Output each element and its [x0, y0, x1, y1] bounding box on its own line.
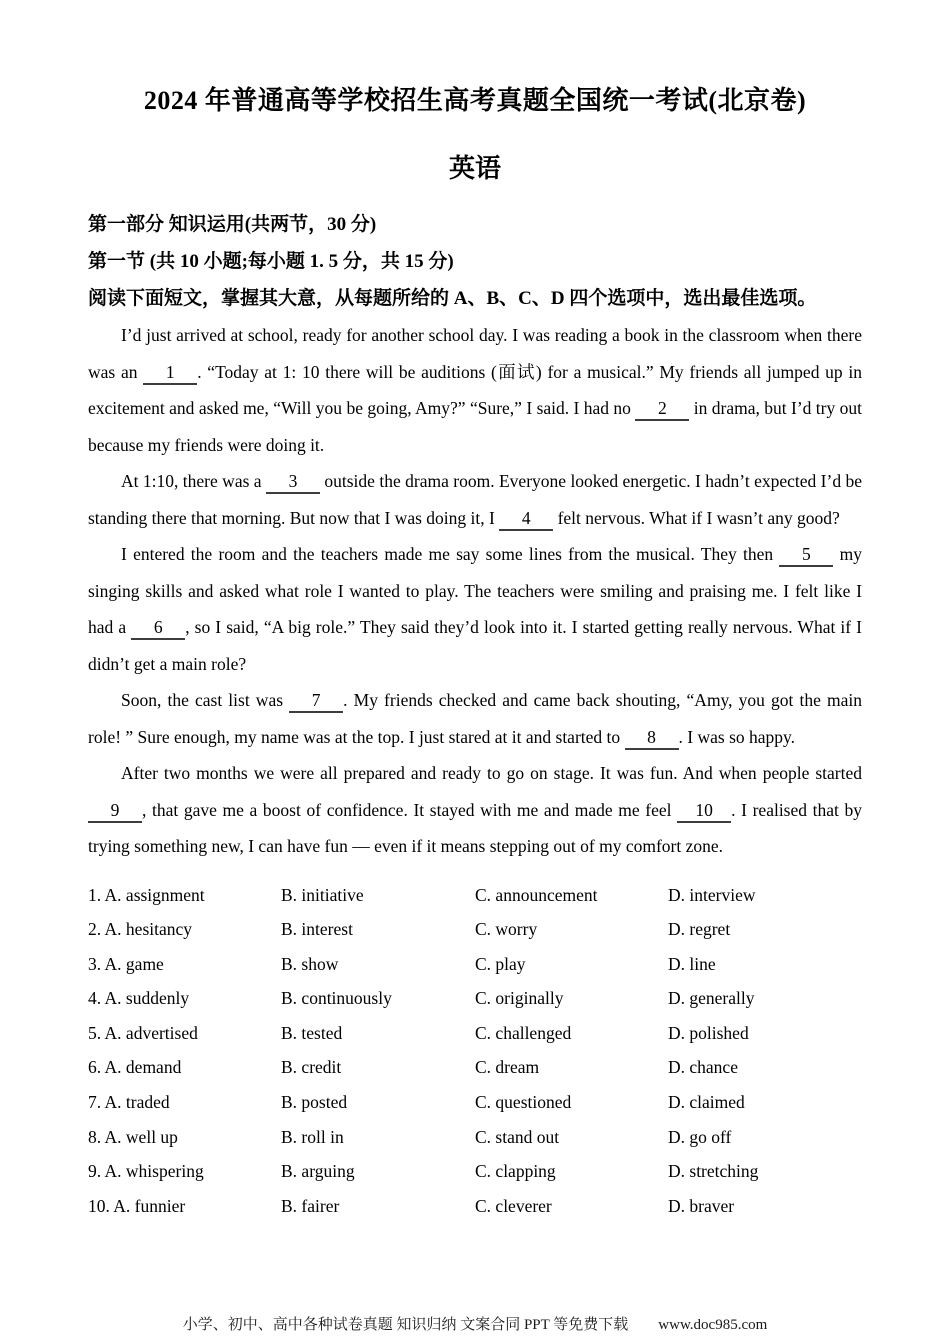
- cloze-blank-3: 3: [266, 472, 320, 494]
- cloze-blank-9: 9: [88, 801, 142, 823]
- options-list: [88, 878, 862, 1224]
- option-cell-1-b: B. initiative: [281, 884, 364, 905]
- option-cell-4-d: D. generally: [668, 988, 755, 1009]
- question-row-5: [88, 1016, 862, 1051]
- option-cell-9-a: 9. A. whispering: [88, 1161, 204, 1182]
- option-cell-1-a: 1. A. assignment: [88, 884, 205, 905]
- option-cell-9-d: D. stretching: [668, 1161, 759, 1182]
- cloze-blank-7: 7: [289, 691, 343, 713]
- passage-paragraph: After two months we were all prepared and ready to go on stage. It was fun. And when people started 9 , that gave me a boost of confidence. It stayed with me and made me feel 10 . I realised that by trying something new, I can have fun — even if it means stepping out of my comfort zone.: [88, 763, 863, 856]
- option-cell-1-c: C. announcement: [475, 884, 598, 905]
- option-cell-10-c: C. cleverer: [475, 1195, 552, 1216]
- cloze-passage: [88, 317, 862, 865]
- passage-paragraph: At 1:10, there was a 3 outside the drama room. Everyone looked energetic. I hadn’t expected I’d be standing there that morning. But now that I was doing it, I 4 felt nervous. What if I wasn’t any good?: [88, 463, 862, 536]
- option-cell-4-c: C. originally: [475, 988, 564, 1009]
- option-cell-7-b: B. posted: [281, 1092, 348, 1113]
- option-cell-8-c: C. stand out: [475, 1126, 560, 1147]
- footer-url[interactable]: www.doc985.com: [658, 1317, 768, 1333]
- part-heading: 第一部分 知识运用(共两节，30 分): [88, 214, 377, 235]
- question-row-6: [88, 1050, 862, 1085]
- question-row-9: [88, 1154, 862, 1189]
- passage-paragraph: Soon, the cast list was 7 . My friends checked and came back shouting, “Amy, you got the main role! ” Sure enough, my name was at the top. I just stared at it and started to 8 . I was so happy.: [88, 682, 862, 755]
- option-cell-7-c: C. questioned: [475, 1092, 572, 1113]
- option-cell-3-b: B. show: [281, 953, 339, 974]
- option-cell-3-c: C. play: [475, 953, 526, 974]
- option-cell-9-b: B. arguing: [281, 1161, 355, 1182]
- option-cell-6-c: C. dream: [475, 1057, 540, 1078]
- document-content: [88, 84, 862, 1223]
- section-headings: [88, 206, 862, 317]
- cloze-blank-6: 6: [131, 618, 185, 640]
- cloze-blank-4: 4: [499, 509, 553, 531]
- option-cell-8-a: 8. A. well up: [88, 1126, 178, 1147]
- cloze-blank-10: 10: [677, 801, 731, 823]
- option-cell-6-d: D. chance: [668, 1057, 738, 1078]
- option-cell-5-d: D. polished: [668, 1022, 749, 1043]
- question-row-10: [88, 1189, 862, 1224]
- cloze-blank-1: 1: [143, 363, 197, 385]
- option-cell-2-d: D. regret: [668, 919, 731, 940]
- option-cell-7-d: D. claimed: [668, 1092, 745, 1113]
- option-cell-5-a: 5. A. advertised: [88, 1022, 198, 1043]
- section-heading: 第一节 (共 10 小题;每小题 1. 5 分，共 15 分): [88, 251, 454, 272]
- option-cell-4-b: B. continuously: [281, 988, 392, 1009]
- option-cell-10-a: 10. A. funnier: [88, 1195, 186, 1216]
- option-cell-3-d: D. line: [668, 953, 716, 974]
- option-cell-2-b: B. interest: [281, 919, 353, 940]
- question-row-3: [88, 947, 862, 982]
- page-title: 2024 年普通高等学校招生高考真题全国统一考试(北京卷): [143, 86, 807, 115]
- option-cell-4-a: 4. A. suddenly: [88, 988, 190, 1009]
- cloze-blank-5: 5: [779, 545, 833, 567]
- option-cell-6-b: B. credit: [281, 1057, 342, 1078]
- option-cell-9-c: C. clapping: [475, 1161, 556, 1182]
- instructions-text: 阅读下面短文，掌握其大意，从每题所给的 A、B、C、D 四个选项中，选出最佳选项。: [88, 288, 817, 309]
- option-cell-7-a: 7. A. traded: [88, 1092, 170, 1113]
- question-row-1: [88, 878, 862, 913]
- cloze-blank-8: 8: [625, 728, 679, 750]
- option-cell-3-a: 3. A. game: [88, 953, 164, 974]
- option-cell-5-c: C. challenged: [475, 1022, 572, 1043]
- subject-title: 英语: [448, 154, 501, 183]
- option-cell-10-b: B. fairer: [281, 1195, 340, 1216]
- option-cell-2-a: 2. A. hesitancy: [88, 919, 193, 940]
- option-cell-6-a: 6. A. demand: [88, 1057, 182, 1078]
- option-cell-2-c: C. worry: [475, 919, 538, 940]
- option-cell-1-d: D. interview: [668, 884, 756, 905]
- passage-paragraph: I’d just arrived at school, ready for another school day. I was reading a book in the classroom when there was an 1 . “Today at 1: 10 there will be auditions (面试) for a musical.” My friends all jumped up in excitement and asked me, “Will you be going, Amy?” “Sure,” I said. I had no 2 in drama, but I’d try out because my friends were doing it.: [88, 325, 863, 455]
- question-row-2: [88, 912, 862, 947]
- option-cell-5-b: B. tested: [281, 1022, 343, 1043]
- question-row-7: [88, 1085, 862, 1120]
- passage-paragraph: I entered the room and the teachers made me say some lines from the musical. They then 5 my singing skills and asked what role I wanted to play. The teachers were smiling and praising me. I felt like I had a 6 , so I said, “A big role.” They said they’d look into it. I started getting really nervous. What if I didn’t get a main role?: [88, 544, 862, 674]
- option-cell-8-d: D. go off: [668, 1126, 732, 1147]
- option-cell-8-b: B. roll in: [281, 1126, 344, 1147]
- footer-promo-text: 小学、初中、高中各种试卷真题 知识归纳 文案合同 PPT 等免费下载: [182, 1317, 629, 1333]
- question-row-4: [88, 981, 862, 1016]
- page-footer: [0, 1313, 950, 1334]
- option-cell-10-d: D. braver: [668, 1195, 735, 1216]
- question-row-8: [88, 1120, 862, 1155]
- cloze-blank-2: 2: [635, 399, 689, 421]
